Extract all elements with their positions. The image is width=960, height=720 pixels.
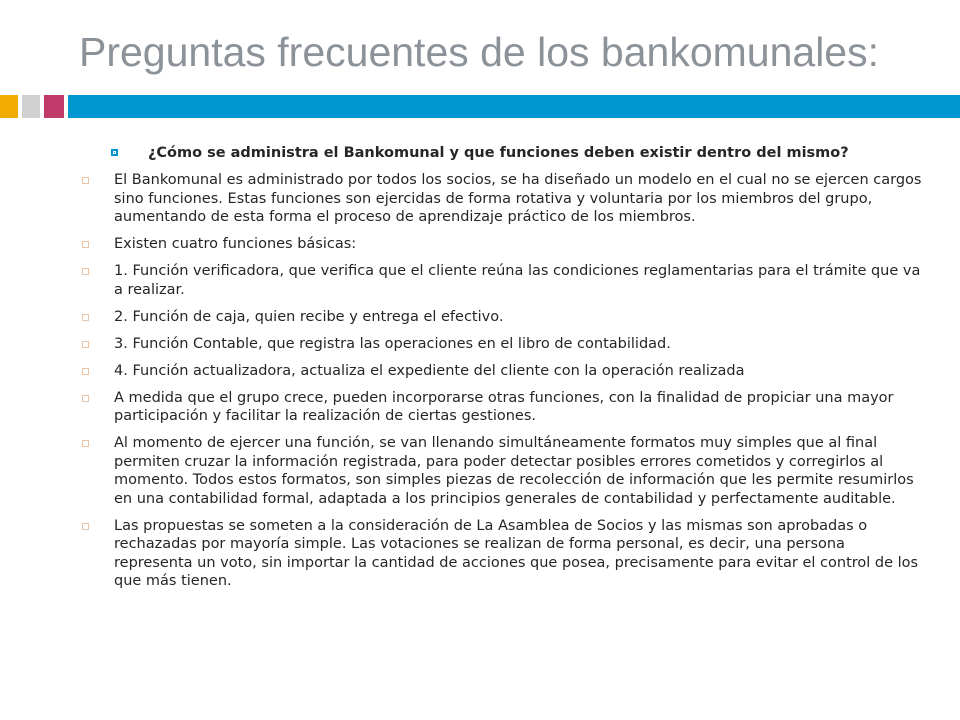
accent-square-gray bbox=[22, 95, 40, 118]
list-item-text: 3. Función Contable, que registra las operaciones en el libro de contabilidad. bbox=[114, 335, 671, 352]
list-item bbox=[80, 171, 925, 227]
list-item-text: Existen cuatro funciones básicas: bbox=[114, 236, 357, 252]
accent-band-blue bbox=[68, 95, 960, 118]
accent-square-magenta bbox=[44, 95, 64, 118]
list-item bbox=[80, 308, 925, 327]
square-bullet-icon bbox=[82, 241, 89, 248]
list-item-text: El Bankomunal es administrado por todos los socios, se ha diseñado un modelo en el cual no se ejercen cargos sino funciones. Estas funciones son ejercidas de forma rotativa y voluntaria por los miembros del grupo, aumentando de esta forma el proceso de aprendizaje práctico de los miembros. bbox=[114, 172, 922, 225]
list-item bbox=[80, 335, 925, 354]
list-item-text: 4. Función actualizadora, actualiza el expediente del cliente con la operación realizada bbox=[114, 362, 745, 379]
bullet-list bbox=[80, 171, 925, 599]
accent-bar bbox=[0, 95, 960, 118]
list-item-text: Las propuestas se someten a la consideración de La Asamblea de Socios y las mismas son aprobadas o rechazadas por mayoría simple. Las votaciones se realizan de forma personal, es decir, una persona representa un voto, sin importar la cantidad de acciones que posea, precisamente para evitar el control de los que más tienen. bbox=[114, 517, 919, 589]
list-item-text: 2. Función de caja, quien recibe y entrega el efectivo. bbox=[114, 308, 504, 325]
lead-question bbox=[118, 144, 938, 163]
square-bullet-icon bbox=[82, 440, 89, 447]
square-bullet-icon bbox=[82, 395, 89, 402]
list-item bbox=[80, 517, 925, 591]
list-item bbox=[80, 362, 925, 381]
accent-square-yellow bbox=[0, 95, 18, 118]
square-bullet-icon bbox=[111, 149, 118, 156]
square-bullet-icon bbox=[82, 177, 89, 184]
list-item-text: A medida que el grupo crece, pueden incorporarse otras funciones, con la finalidad de propiciar una mayor participación y facilitar la realización de ciertas gestiones. bbox=[114, 389, 894, 424]
list-item-text: 1. Función verificadora, que verifica que el cliente reúna las condiciones reglamentarias para el trámite que va a realizar. bbox=[114, 263, 921, 298]
square-bullet-icon bbox=[82, 523, 89, 530]
list-item bbox=[80, 235, 925, 254]
square-bullet-icon bbox=[82, 314, 89, 321]
square-bullet-icon bbox=[82, 368, 89, 375]
list-item-text: Al momento de ejercer una función, se van llenando simultáneamente formatos muy simples que al final permiten cruzar la información registrada, para poder detectar posibles errores cometidos y corregirlos al momento. Todos estos formatos, son simples piezas de recolección de información que les permite resumirlos en una contabilidad formal, adaptada a los principios generales de contabilidad y perfectamente auditable. bbox=[114, 435, 914, 507]
list-item bbox=[80, 434, 925, 508]
slide-title: Preguntas frecuentes de los bankomunales: bbox=[79, 29, 880, 75]
list-item bbox=[80, 262, 925, 299]
square-bullet-icon bbox=[82, 341, 89, 348]
list-item bbox=[80, 389, 925, 426]
square-bullet-icon bbox=[82, 268, 89, 275]
lead-question-text: ¿Cómo se administra el Bankomunal y que funciones deben existir dentro del mismo? bbox=[148, 145, 849, 161]
